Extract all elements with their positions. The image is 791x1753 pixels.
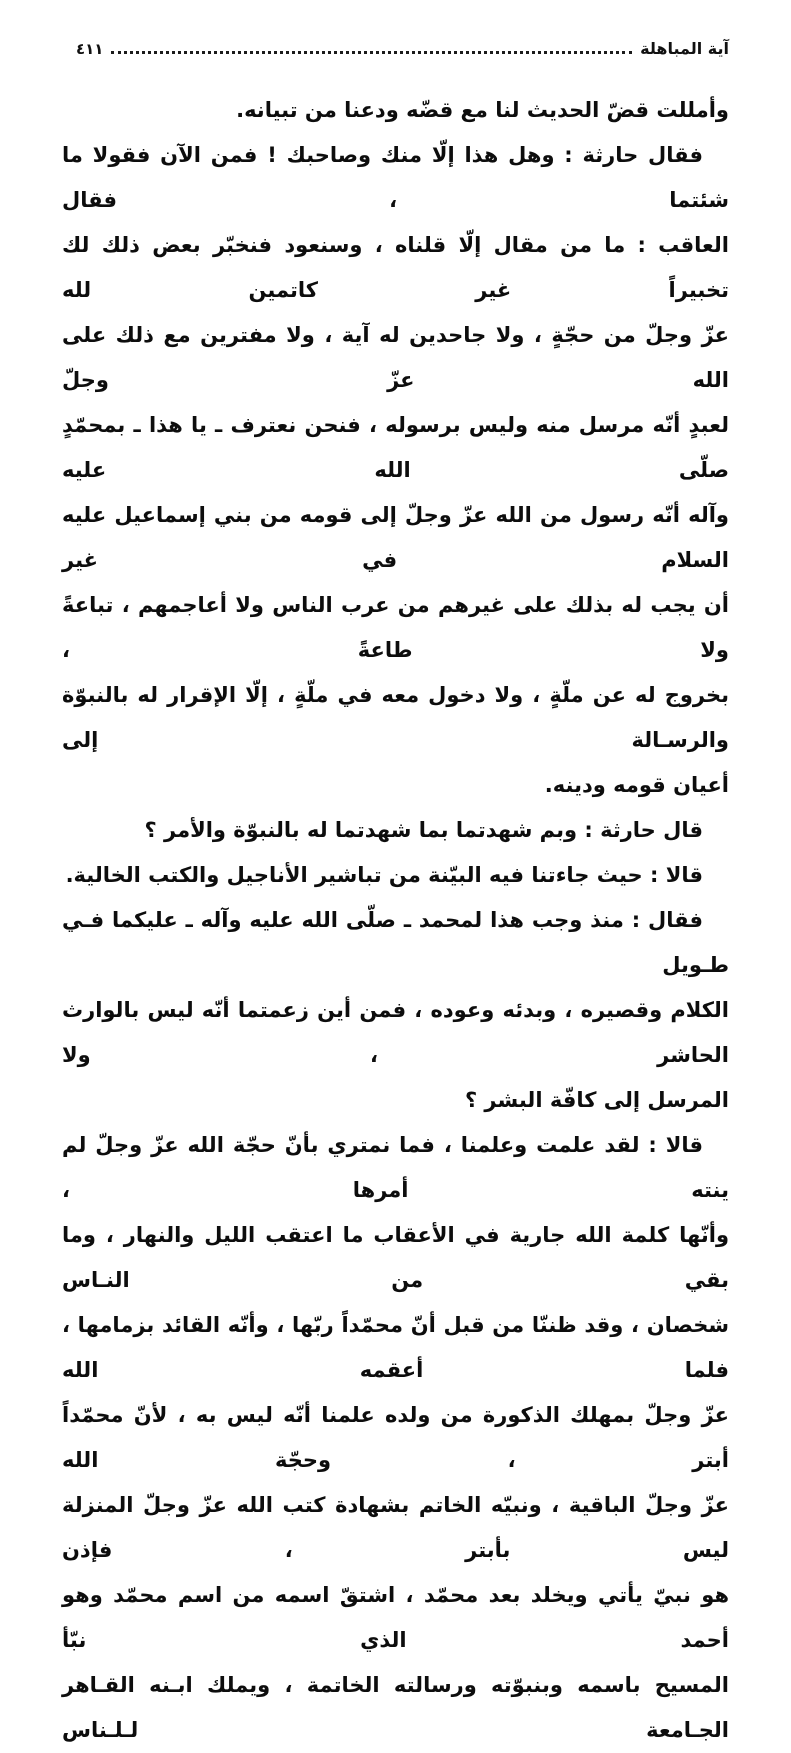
text-line: وآله أنّه رسول من الله عزّ وجلّ إلى قومه من بني إسماعيل عليه السلام في غير [62, 503, 729, 572]
text-line: بخروج له عن ملّةٍ ، ولا دخول معه في ملّةٍ ، إلّا الإقرار له بالنبوّة والرسـالة إلى [62, 683, 729, 752]
text-line: وأنّها كلمة الله جارية في الأعقاب ما اعتقب الليل والنهار ، وما بقي من النـاس [62, 1223, 729, 1292]
dotted-leader [111, 51, 632, 54]
text-line: قال حارثة : وبم شهدتما بما شهدتما له بالنبوّة والأمر ؟ [144, 818, 703, 842]
text-line: أعيان قومه ودينه. [544, 773, 729, 797]
text-line: المرسل إلى كافّة البشر ؟ [464, 1088, 729, 1112]
text-line: لعبدٍ أنّه مرسل منه وليس برسوله ، فنحن نعترف ـ يا هذا ـ بمحمّدٍ صلّى الله عليه [62, 413, 729, 482]
text-line: أن يجب له بذلك على غيرهم من عرب الناس ولا أعاجمهم ، تباعةً ولا طاعةً ، [62, 593, 729, 662]
text-line: قالا : لقد علمت وعلمنا ، فما نمتري بأنّ حجّة الله عزّ وجلّ لم ينته أمرها ، [62, 1133, 729, 1202]
page-number: ٤١١ [76, 40, 104, 58]
text-line: هو نبيّ يأتي ويخلد بعد محمّد ، اشتقّ اسمه من اسم محمّد وهو أحمد الذي نبّأ [62, 1583, 729, 1652]
text-line: المسيح باسمه وبنبوّته ورسالته الخاتمة ، ويملك ابـنه القـاهر الجـامعة لـلـناس [62, 1673, 729, 1742]
text-line: عزّ وجلّ من حجّةٍ ، ولا جاحدين له آية ، ولا مفترين مع ذلك على الله عزّ وجلّ [62, 323, 729, 392]
text-line: عزّ وجلّ الباقية ، ونبيّه الخاتم بشهادة كتب الله عزّ وجلّ المنزلة ليس بأبتر ، فإذن [62, 1493, 729, 1562]
text-line: العاقب : ما من مقال إلّا قلناه ، وسنعود فنخبّر بعض ذلك لك تخبيراً غير كاتمين لله [62, 233, 729, 302]
text-line: عزّ وجلّ بمهلك الذكورة من ولده علمنا أنّه ليس به ، لأنّ محمّداً أبتر ، وحجّة الله [62, 1403, 729, 1472]
text-line: شخصان ، وقد ظننّا من قبل أنّ محمّداً ربّها ، وأنّه القائد بزمامها ، فلما أعقمه الله [62, 1313, 729, 1382]
text-line: الكلام وقصيره ، وبدئه وعوده ، فمن أين زعمتما أنّه ليس بالوارث الحاشر ، ولا [62, 998, 729, 1067]
text-line: فقال : منذ وجب هذا لمحمد ـ صلّى الله عليه وآله ـ عليكما فـي طـويل [62, 908, 729, 977]
running-header [62, 30, 729, 58]
text-line: قالا : حيث جاءتنا فيه البيّنة من تباشير الأناجيل والكتب الخالية. [65, 863, 703, 887]
body-text [62, 88, 729, 1753]
text-line: فقال حارثة : وهل هذا إلّا منك وصاحبك ! فمن الآن فقولا ما شئتما ، فقال [62, 143, 729, 212]
chapter-title: آية المباهلة [640, 38, 729, 58]
text-line: وأمللت قضّ الحديث لنا مع قضّه ودعنا من تبيانه. [236, 98, 729, 122]
